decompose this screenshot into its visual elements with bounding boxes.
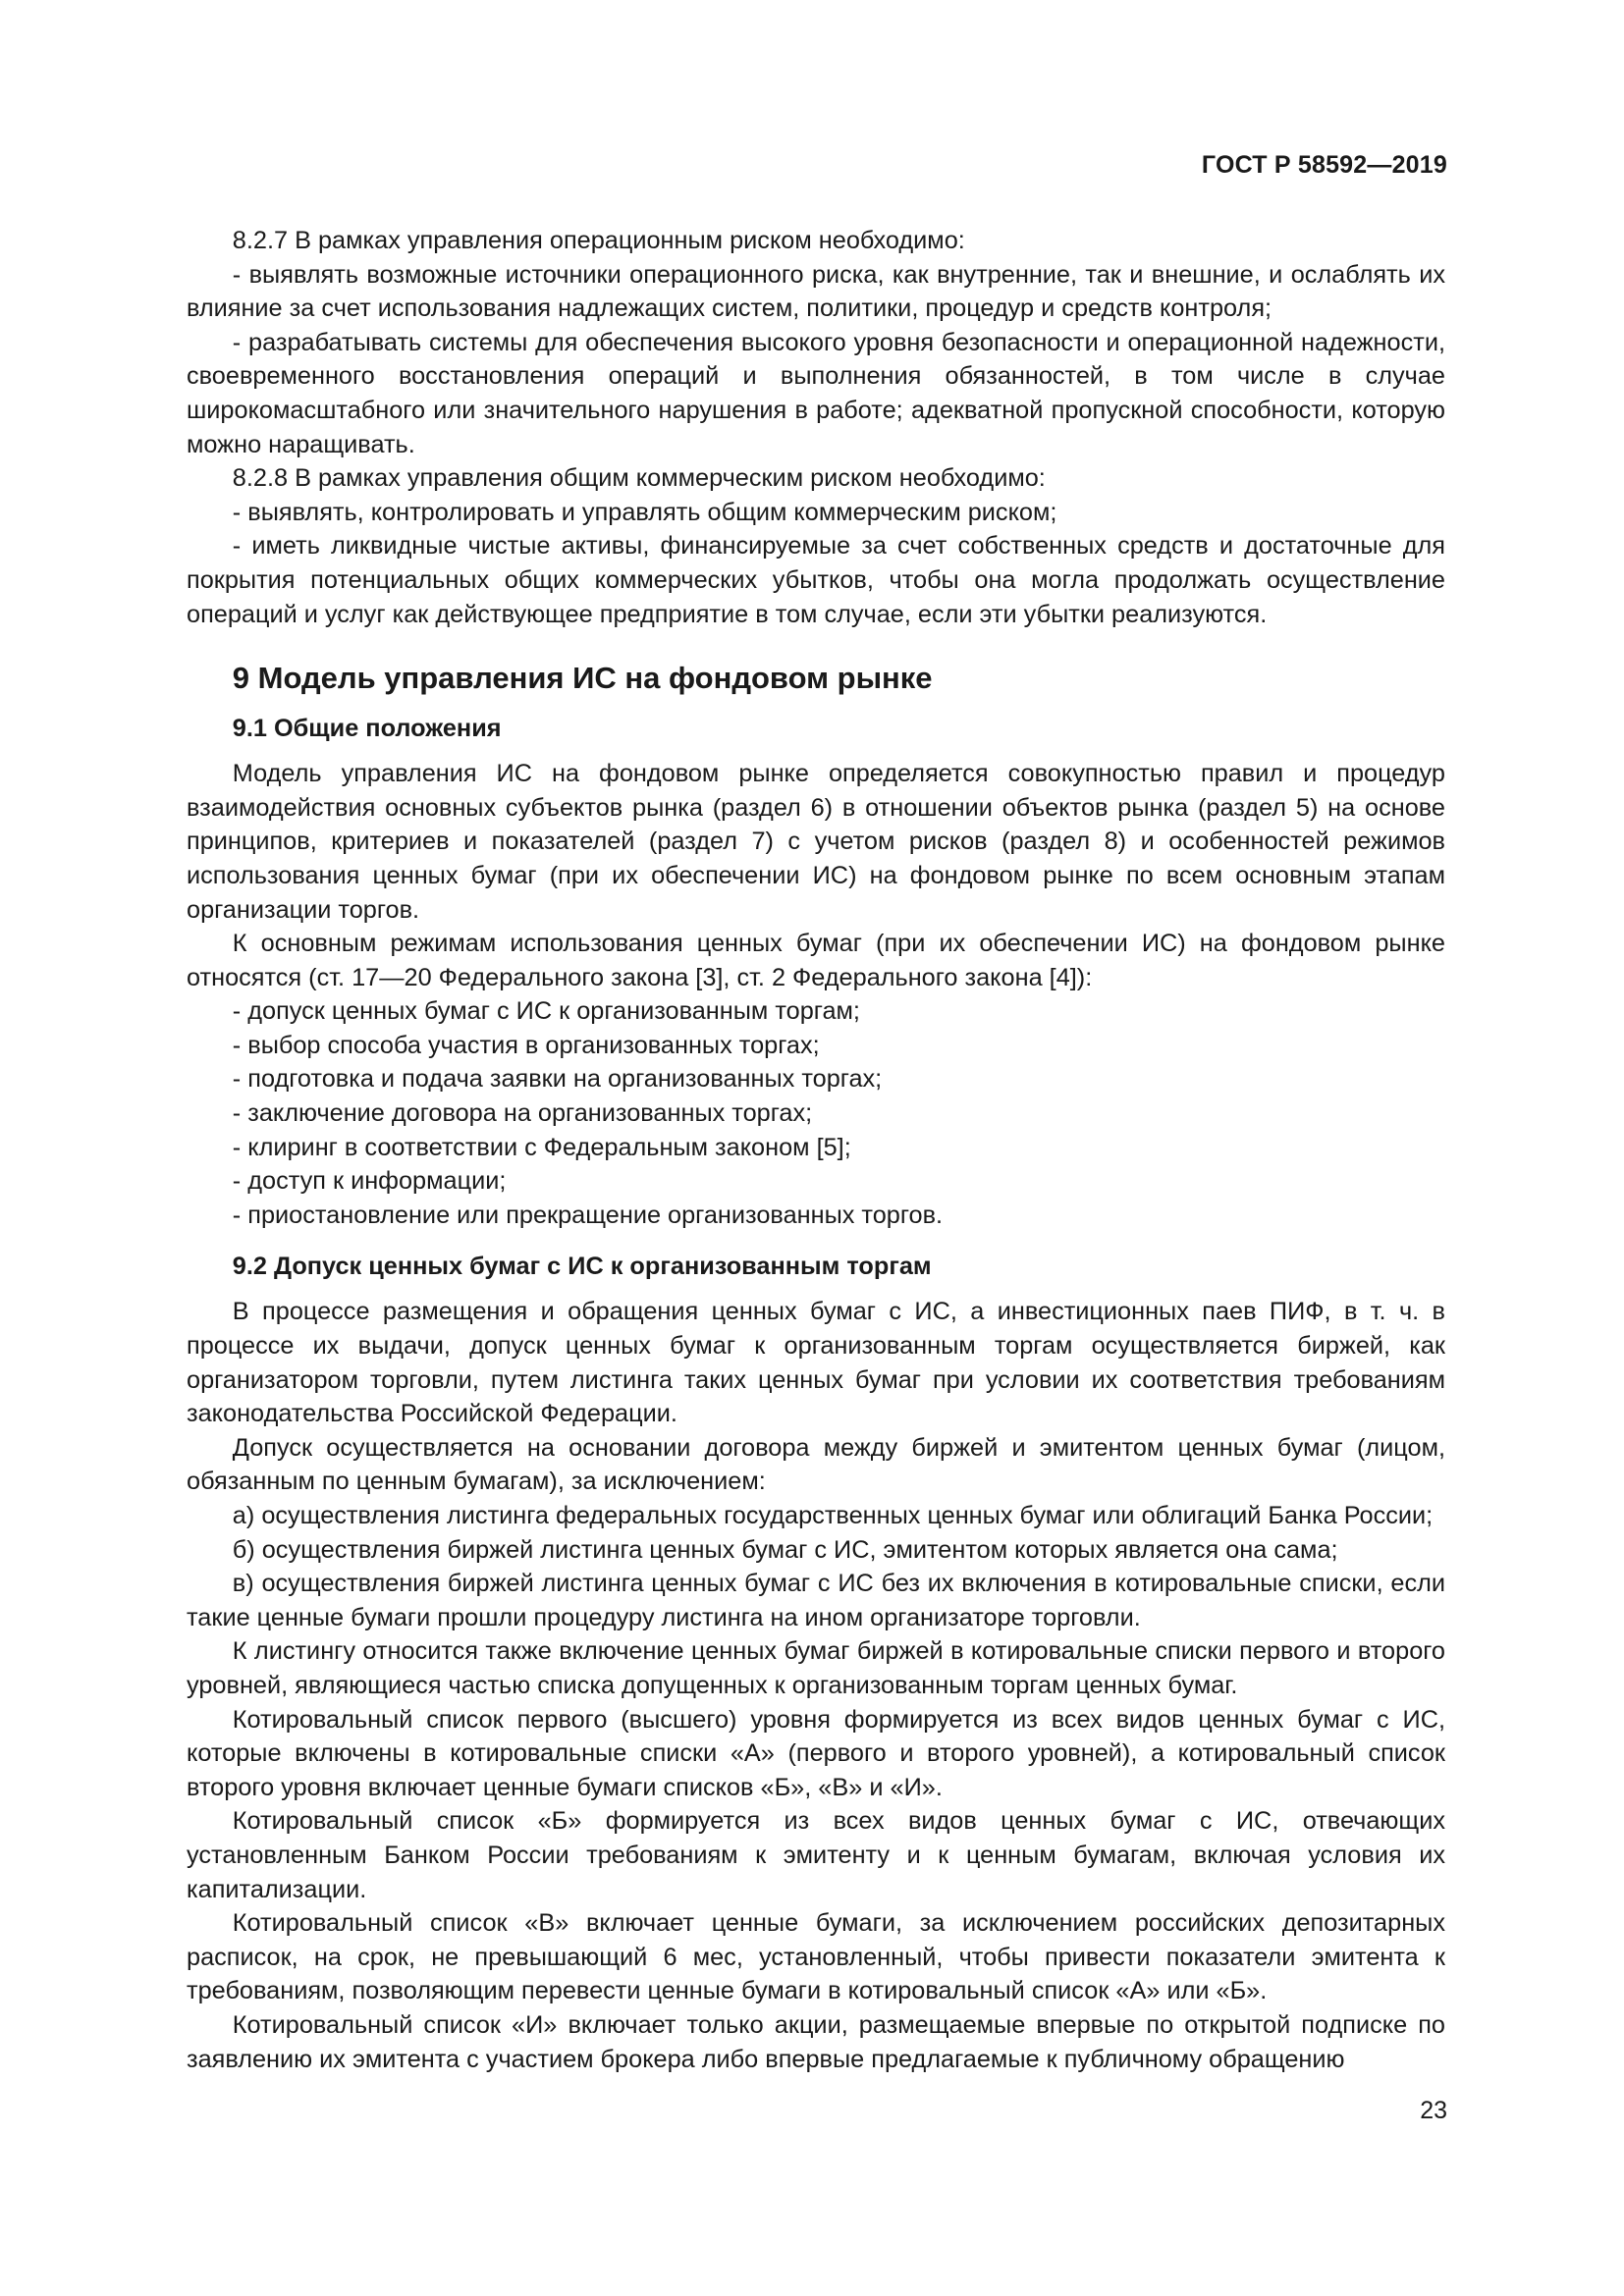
list-item: - подготовка и подача заявки на организованных торгах; [232, 1065, 883, 1094]
section-8-2-8-item-1: - выявлять, контролировать и управлять общим коммерческим риском; [232, 498, 1057, 526]
section-9-heading: 9 Модель управления ИС на фондовом рынке [232, 661, 933, 696]
section-9-2-paragraph-4: Котировальный список первого (высшего) уровня формируется из всех видов ценных бумаг с ИС, которые включены в котировальные списки «А» (первого и второго уровней), а котировальный список второго уровня включает ценные бумаги списков «Б», «В» и «И». [187, 1705, 1445, 1801]
exception-item-v: в) осуществления биржей листинга ценных бумаг с ИС без их включения в котировальные списки, если такие ценные бумаги прошли процедуру листинга на ином организаторе торговли. [187, 1570, 1445, 1631]
list-item: - допуск ценных бумаг с ИС к организованным торгам; [232, 997, 860, 1026]
section-9-1-paragraph-2: К основным режимам использования ценных бумаг (при их обеспечении ИС) на фондовом рынке относятся (ст. 17—20 Федерального закона [3], ст. 2 Федерального закона [4]): [187, 930, 1445, 991]
section-9-2-heading: 9.2 Допуск ценных бумаг с ИС к организованным торгам [232, 1253, 932, 1281]
section-9-2-paragraph-7: Котировальный список «И» включает только акции, размещаемые впервые по открытой подписке по заявлению их эмитента с участием брокера либо впервые предлагаемые к публичному обращению [187, 2010, 1445, 2073]
exception-item-b: б) осуществления биржей листинга ценных бумаг с ИС, эмитентом которых является она сама; [232, 1535, 1338, 1564]
section-9-1-paragraph-1: Модель управления ИС на фондовом рынке определяется совокупностью правил и процедур взаимодействия основных субъектов рынка (раздел 6) в отношении объектов рынка (раздел 5) на основе принципов, критериев и показателей (раздел 7) с учетом рисков (раздел 8) и особенностей режимов использования ценных бумаг (при их обеспечении ИС) на фондовом рынке по всем основным этапам организации торгов. [187, 760, 1445, 924]
section-9-2-paragraph-3: К листингу относится также включение ценных бумаг биржей в котировальные списки первого и второго уровней, являющиеся частью списка допущенных к организованным торгам ценных бумаг. [187, 1637, 1445, 1699]
section-8-2-8-intro: 8.2.8 В рамках управления общим коммерческим риском необходимо: [232, 464, 1046, 493]
section-9-2-paragraph-6: Котировальный список «В» включает ценные бумаги, за исключением российских депозитарных расписок, на срок, не превышающий 6 мес, установленный, чтобы привести показатели эмитента к требованиям, позволяющим перевести ценные бумаги в котировальный список «А» или «Б». [187, 1909, 1445, 2005]
list-item: - заключение договора на организованных торгах; [232, 1099, 813, 1128]
list-item: - доступ к информации; [232, 1167, 507, 1196]
section-9-2-paragraph-2: Допуск осуществляется на основании договора между биржей и эмитентом ценных бумаг (лицом, обязанным по ценным бумагам), за исключением: [187, 1433, 1445, 1496]
section-8-2-7-item-1: - выявлять возможные источники операционного риска, как внутренние, так и внешние, и ослаблять их влияние за счет использования надлежащих систем, политики, процедур и средств контроля; [187, 260, 1445, 323]
section-8-2-7-intro: 8.2.7 В рамках управления операционным риском необходимо: [232, 227, 965, 254]
list-item: - клиринг в соответствии с Федеральным законом [5]; [232, 1133, 851, 1161]
section-9-2-paragraph-5: Котировальный список «Б» формируется из всех видов ценных бумаг с ИС, отвечающих установленным Банком России требованиям к эмитенту и к ценным бумагам, включая условия их капитализации. [187, 1807, 1445, 1903]
section-9-2-paragraph-1: В процессе размещения и обращения ценных бумаг с ИС, а инвестиционных паев ПИФ, в т. ч. в процессе их выдачи, допуск ценных бумаг к организованным торгам осуществляется биржей, как организатором торговли, путем листинга таких ценных бумаг при условии их соответствия требованиям законодательства Российской Федерации. [187, 1298, 1445, 1428]
standard-header: ГОСТ Р 58592—2019 [1201, 151, 1447, 179]
list-item: - выбор способа участия в организованных торгах; [232, 1031, 820, 1059]
page-body [187, 224, 1445, 2076]
section-8-2-7-item-2: - разрабатывать системы для обеспечения высокого уровня безопасности и операционной надежности, своевременного восстановления операций и выполнения обязанностей, в том числе в случае широкомасштабного или значительного нарушения в работе; адекватной пропускной способности, которую можно наращивать. [187, 328, 1445, 458]
list-item: - приостановление или прекращение организованных торгов. [232, 1201, 944, 1229]
section-8-2-8-item-2: - иметь ликвидные чистые активы, финансируемые за счет собственных средств и достаточные для покрытия потенциальных общих коммерческих убытков, чтобы она могла продолжать осуществление операций и услуг как действующее предприятие в том случае, если эти убытки реализуются. [187, 532, 1445, 628]
section-9-1-heading: 9.1 Общие положения [232, 715, 502, 743]
exception-item-a: а) осуществления листинга федеральных государственных ценных бумаг или облигаций Банка России; [232, 1502, 1434, 1529]
page-number: 23 [1420, 2097, 1447, 2124]
